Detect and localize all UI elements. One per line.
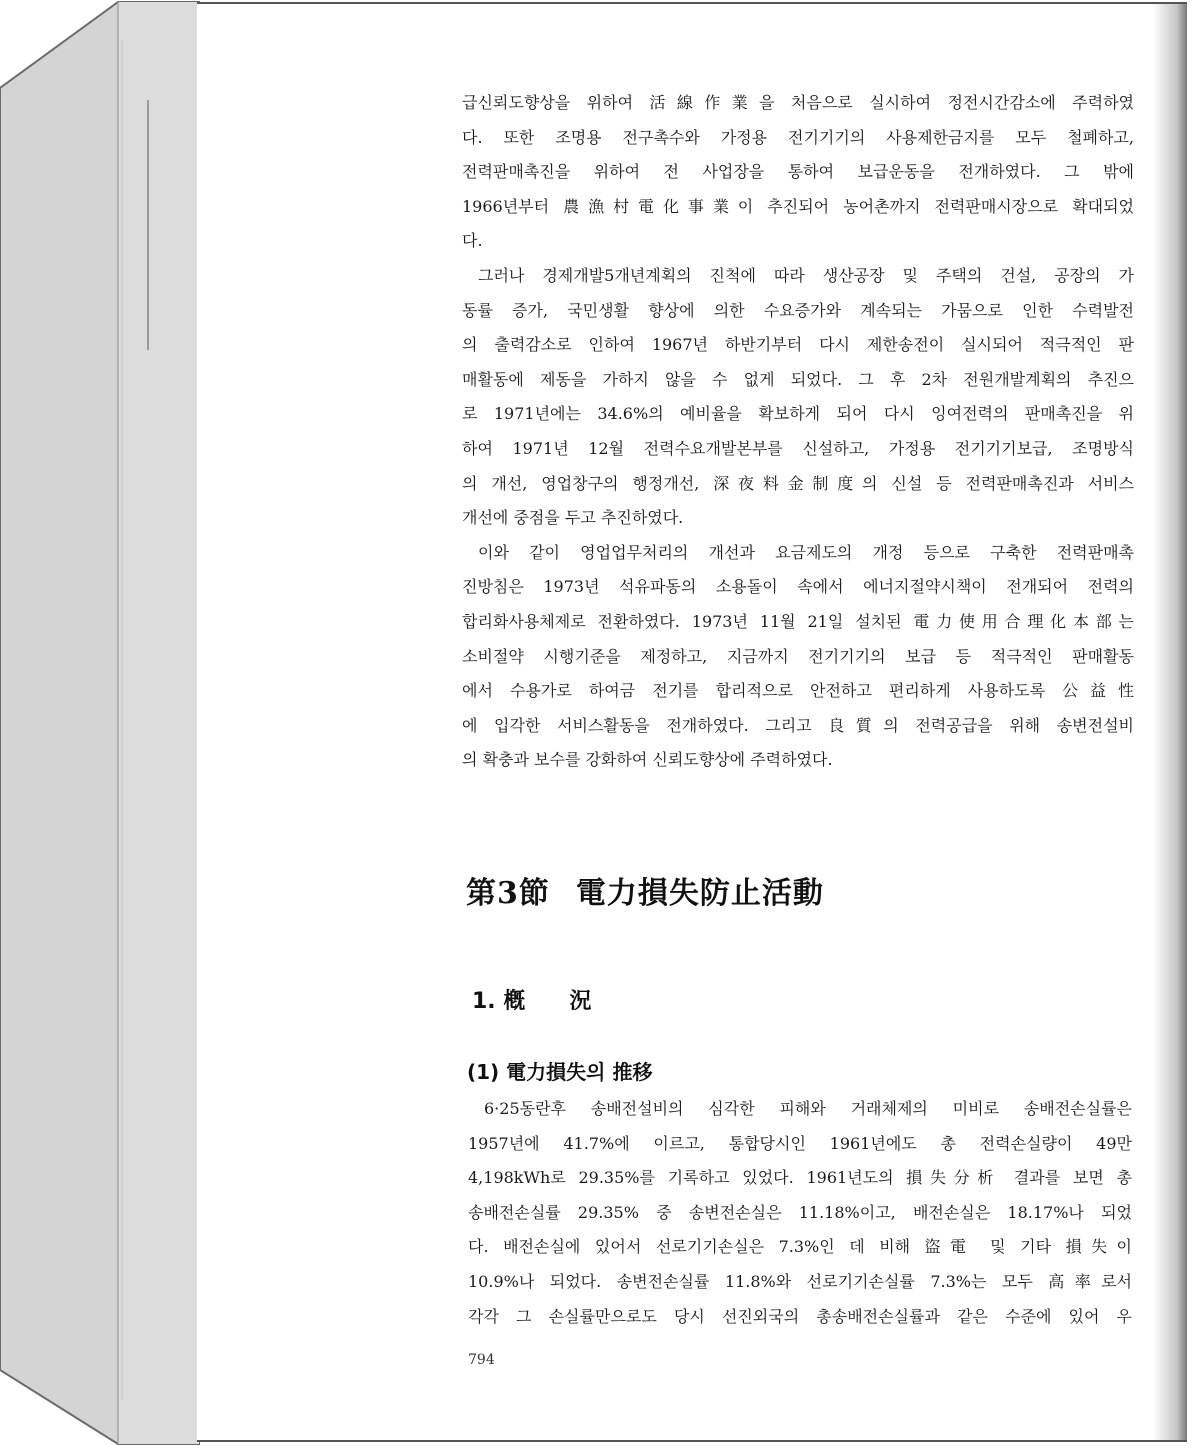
text-line: 의 확충과 보수를 강화하여 신뢰도향상에 주력하였다. [462, 750, 833, 770]
text-line: 소비절약 시행기준을 제정하고, 지금까지 전기기기의 보급 등 적극적인 판매활동 [462, 646, 1134, 666]
text-line: 급신뢰도향상을 위하여 活線作業을 처음으로 실시하여 정전시간감소에 주력하였 [462, 93, 1134, 112]
book-spine-edge [0, 0, 200, 1446]
section-title [466, 868, 824, 912]
sub-heading-word-2: 況 [569, 989, 592, 1014]
text-line: 개선에 중점을 두고 추진하였다. [462, 508, 684, 528]
text-line: 송배전손실률 29.35% 중 송변전손실은 11.18%이고, 배전손실은 18.17%나 되었 [468, 1202, 1132, 1222]
page-gutter-shadow [1153, 4, 1187, 1440]
text-line: 에서 수용가로 하여금 전기를 합리적으로 안전하고 편리하게 사용하도록 公益性 [462, 681, 1134, 701]
text-line: 의 개선, 영업창구의 행정개선, 深夜料金制度의 신설 등 전력판매촉진과 서비스 [462, 473, 1134, 493]
text-line: 동률 증가, 국민생활 향상에 의한 수요증가와 계속되는 가뭄으로 인한 수력발전 [462, 300, 1134, 320]
text-line: 그러나 경제개발5개년계획의 진척에 따라 생산공장 및 주택의 건설, 공장의 가 [478, 265, 1134, 285]
text-line: 이와 같이 영업업무처리의 개선과 요금제도의 개정 등으로 구축한 전력판매촉 [478, 542, 1134, 562]
section-number: 第3節 [466, 876, 550, 911]
text-line: 각각 그 손실률만으로도 당시 선진외국의 총송배전손실률과 같은 수준에 있어 우 [468, 1306, 1132, 1326]
text-line: 4,198kWh로 29.35%를 기록하고 있었다. 1961년도의 損失分析 결과를 보면 총 [468, 1168, 1132, 1188]
text-line: 하여 1971년 12월 전력수요개발본부를 신설하고, 가정용 전기기기보급, 조명방식 [462, 438, 1134, 458]
body-text-top [462, 86, 1134, 778]
text-line: 6·25동란후 송배전설비의 심각한 피해와 거래체제의 미비로 송배전손실률은 [484, 1099, 1132, 1118]
text-line: 의 출력감소로 인하여 1967년 하반기부터 다시 제한송전이 실시되어 적극적인 판 [462, 335, 1134, 355]
text-line: 1966년부터 農漁村電化事業이 추진되어 농어촌까지 전력판매시장으로 확대되었 [462, 196, 1134, 216]
text-line: 1957년에 41.7%에 이르고, 통합당시인 1961년에도 총 전력손실량이 49만 [468, 1133, 1132, 1153]
section-title-text: 電力損失防止活動 [575, 876, 824, 911]
paragraph-2 [462, 259, 1134, 536]
paragraph-3 [462, 536, 1134, 778]
text-line: 다. [462, 231, 483, 251]
page-number: 794 [468, 1352, 495, 1368]
sub-heading-word-1: 槪 [503, 989, 526, 1014]
book-side-shade [118, 2, 199, 1444]
paragraph-1 [462, 86, 1134, 259]
paragraph-4 [468, 1092, 1132, 1334]
sub-sub-heading: (1) 電力損失의 推移 [467, 1060, 653, 1084]
text-line: 합리화사용체제로 전환하였다. 1973년 11월 21일 설치된 電力使用合理化本部는 [462, 611, 1134, 631]
text-line: 전력판매촉진을 위하여 전 사업장을 통하여 보급운동을 전개하였다. 그 밖에 [462, 162, 1134, 182]
text-line: 다. 배전손실에 있어서 선로기기손실은 7.3%인 데 비해 盜電 및 기타 損失이 [468, 1237, 1132, 1257]
sub-heading-number: 1. [472, 989, 496, 1014]
text-line: 로 1971년에는 34.6%의 예비율을 확보하게 되어 다시 잉여전력의 판매촉진을 위 [462, 404, 1134, 424]
sub-heading [472, 984, 591, 1015]
text-line: 매활동에 제동을 가하지 않을 수 없게 되었다. 그 후 2차 전원개발계획의 추진으 [462, 369, 1134, 389]
text-line: 에 입각한 서비스활동을 전개하였다. 그리고 良質의 전력공급을 위해 송변전설비 [462, 715, 1134, 735]
text-line: 진방침은 1973년 석유파동의 소용돌이 속에서 에너지절약시책이 전개되어 전력의 [462, 577, 1134, 597]
text-line: 10.9%나 되었다. 송변전손실률 11.8%와 선로기기손실률 7.3%는 모두 高率로서 [468, 1271, 1132, 1291]
body-text-bottom [468, 1092, 1132, 1334]
text-line: 다. 또한 조명용 전구촉수와 가정용 전기기기의 사용제한금지를 모두 철폐하고, [462, 127, 1134, 147]
